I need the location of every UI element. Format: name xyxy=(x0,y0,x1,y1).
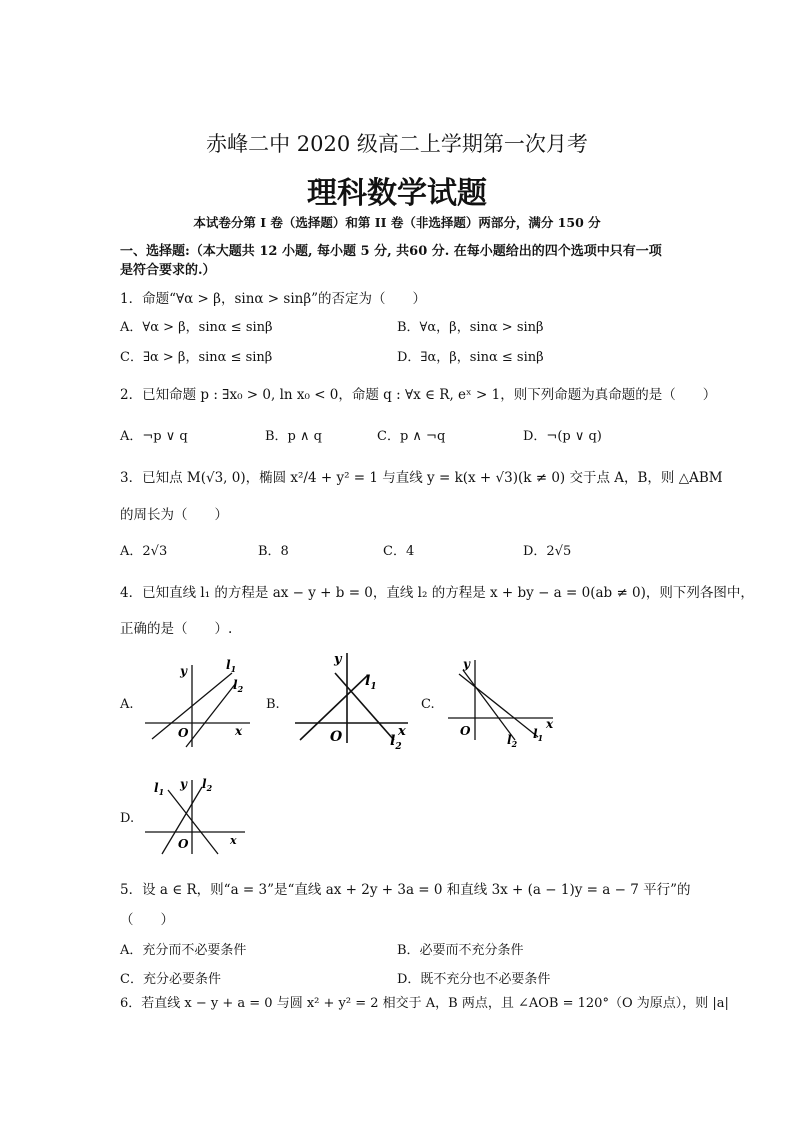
q6-stem: 6．若直线 x − y + a = 0 与圆 x² + y² = 2 相交于 A，B 两点，且 ∠AOB = 120°（O 为原点），则 |a| xyxy=(120,996,729,1011)
q2-option-c: C．p ∧ ¬q xyxy=(377,429,446,444)
q2-option-b: B．p ∧ q xyxy=(265,429,322,444)
y-label: y xyxy=(180,777,187,791)
l2-label: $l_2$ xyxy=(233,678,244,694)
line-l1 xyxy=(459,674,538,737)
l2-label: $l_2$ xyxy=(202,777,213,793)
q4-graph-a xyxy=(140,655,255,750)
q4-option-b: B. xyxy=(266,697,280,712)
exam-title: 赤峰二中 2020 级高二上学期第一次月考 xyxy=(206,132,588,156)
q4-graph-c xyxy=(443,652,558,752)
q1-option-a: A．∀α > β，sinα ≤ sinβ xyxy=(120,320,273,335)
q1-option-c: C．∃α > β，sinα ≤ sinβ xyxy=(120,350,273,365)
q5-stem: 5．设 a ∈ R，则“a = 3”是“直线 ax + 2y + 3a = 0 和直线 3x + (a − 1)y = a − 7 平行”的 xyxy=(120,882,691,898)
l1-label: $l_1$ xyxy=(533,727,544,743)
exam-subtitle: 理科数学试题 xyxy=(307,176,487,211)
section-heading: 一、选择题:（本大题共 12 小题, 每小题 5 分, 共60 分. 在每小题给出的四个选项中只有一项 xyxy=(120,244,662,259)
q3-stem: 3．已知点 M(√3, 0)，椭圆 x²/4 + y² = 1 与直线 y = k(x + √3)(k ≠ 0) 交于点 A，B，则 △ABM xyxy=(120,470,723,486)
q3-stem-cont: 的周长为（ ） xyxy=(120,507,228,523)
q5-stem-cont: （ ） xyxy=(120,912,174,928)
l1-label: $l_1$ xyxy=(226,658,237,674)
q4-option-a: A. xyxy=(120,697,134,712)
x-label: x xyxy=(230,834,237,847)
origin-label: O xyxy=(330,729,343,745)
l2-label: $l_2$ xyxy=(507,733,518,749)
l2-label: $l_2$ xyxy=(390,733,402,752)
line-l2 xyxy=(463,670,515,740)
y-label: y xyxy=(180,664,187,678)
x-label: x xyxy=(235,724,243,738)
origin-label: O xyxy=(460,724,471,738)
x-label: x xyxy=(546,717,554,731)
q5-option-a: A．充分而不必要条件 xyxy=(120,943,247,958)
section-heading-cont: 是符合要求的.） xyxy=(120,263,216,278)
origin-label: O xyxy=(178,726,189,740)
q4-stem-cont: 正确的是（ ）. xyxy=(120,621,233,637)
origin-label: O xyxy=(178,837,189,851)
q1-stem: 1．命题“∀α > β，sinα > sinβ”的否定为（ ） xyxy=(120,291,427,307)
line-l1 xyxy=(168,790,218,854)
exam-note: 本试卷分第 I 卷（选择题）和第 II 卷（非选择题）两部分，满分 150 分 xyxy=(193,215,601,230)
l1-label: $l_1$ xyxy=(365,673,377,692)
q5-option-d: D．既不充分也不必要条件 xyxy=(397,972,551,987)
q4-graph-d xyxy=(140,772,250,862)
q3-option-b: B．8 xyxy=(258,544,289,559)
q4-option-c: C. xyxy=(421,697,435,712)
q1-option-b: B．∀α，β，sinα > sinβ xyxy=(397,320,544,335)
y-label: y xyxy=(463,657,470,671)
q1-option-d: D．∃α，β，sinα ≤ sinβ xyxy=(397,350,544,365)
line-l2 xyxy=(186,683,236,747)
q2-option-a: A．¬p ∨ q xyxy=(120,429,188,444)
q4-option-d: D. xyxy=(120,811,135,826)
q5-option-c: C．充分必要条件 xyxy=(120,972,221,987)
q2-stem: 2．已知命题 p : ∃x₀ > 0, ln x₀ < 0，命题 q : ∀x ∈ R, eˣ > 1，则下列命题为真命题的是（ ） xyxy=(120,387,717,403)
q5-option-b: B．必要而不充分条件 xyxy=(397,943,524,958)
q4-graph-b xyxy=(290,645,415,755)
y-label: y xyxy=(334,652,342,667)
l1-label: $l_1$ xyxy=(154,781,165,797)
x-label: x xyxy=(398,724,406,739)
q2-option-d: D．¬(p ∨ q) xyxy=(523,429,602,444)
q3-option-c: C．4 xyxy=(383,544,415,559)
q4-stem: 4．已知直线 l₁ 的方程是 ax − y + b = 0，直线 l₂ 的方程是 x + by − a = 0(ab ≠ 0)，则下列各图中， xyxy=(120,585,754,601)
q3-option-a: A．2√3 xyxy=(120,544,168,559)
q3-option-d: D．2√5 xyxy=(523,544,572,559)
